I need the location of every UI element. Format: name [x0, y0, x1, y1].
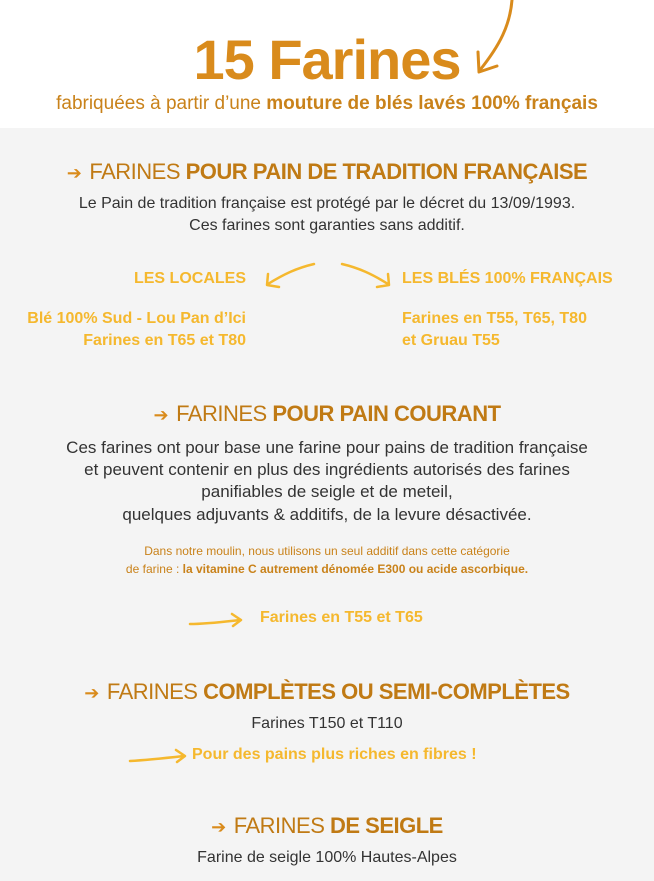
seigle-line-1: Farine de seigle 100% Hautes-Alpes: [197, 849, 457, 866]
arrow-right-icon: ➔: [84, 683, 99, 703]
courant-note-2: de farine : la vitamine C autrement dénomée E300 ou acide ascorbique.: [125, 562, 529, 576]
heading-tradition: ➔ FARINES POUR PAIN DE TRADITION FRANÇAISE: [66, 159, 588, 184]
locales-line-2: Farines en T65 et T80: [83, 332, 246, 349]
courant-line-4: quelques adjuvants & additifs, de la levure désactivée.: [122, 505, 532, 524]
heading-completes: ➔ FARINES COMPLÈTES OU SEMI-COMPLÈTES: [84, 679, 570, 704]
arrow-right-icon: ➔: [211, 817, 226, 837]
curved-arrow-icon: [188, 612, 244, 630]
completes-highlight: Pour des pains plus riches en fibres !: [192, 746, 477, 763]
heading-seigle: ➔ FARINES DE SEIGLE: [211, 813, 443, 838]
courant-line-1: Ces farines ont pour base une farine pour pains de tradition française: [66, 438, 588, 457]
heading-courant: ➔ FARINES POUR PAIN COURANT: [153, 401, 501, 426]
locales-title: LES LOCALES: [133, 270, 246, 287]
blés-francais-line-2: et Gruau T55: [402, 332, 500, 349]
page-title: 15 Farines: [193, 28, 461, 91]
courant-line-2: et peuvent contenir en plus des ingrédients autorisés des farines: [84, 460, 570, 479]
courant-note-1: Dans notre moulin, nous utilisons un seul additif dans cette catégorie: [144, 544, 510, 558]
courant-types: Farines en T55 et T65: [260, 609, 423, 626]
curved-arrow-icon: [262, 260, 318, 292]
tradition-line-1: Le Pain de tradition française est protégé par le décret du 13/09/1993.: [78, 195, 576, 212]
completes-line-1: Farines T150 et T110: [251, 715, 403, 732]
page-subtitle: fabriquées à partir d’une mouture de blés lavés 100% français: [56, 93, 598, 114]
courant-line-3: panifiables de seigle et de meteil,: [201, 482, 453, 501]
blés-francais-line-1: Farines en T55, T65, T80: [402, 310, 587, 327]
arrow-right-icon: ➔: [66, 163, 82, 183]
curved-arrow-icon: [338, 260, 394, 292]
locales-line-1: Blé 100% Sud - Lou Pan d’Ici: [27, 310, 246, 327]
curved-arrow-icon: [128, 748, 188, 766]
tradition-line-2: Ces farines sont garanties sans additif.: [189, 217, 465, 234]
arrow-right-icon: ➔: [153, 405, 169, 425]
blés-francais-title: LES BLÉS 100% FRANÇAIS: [402, 270, 613, 287]
